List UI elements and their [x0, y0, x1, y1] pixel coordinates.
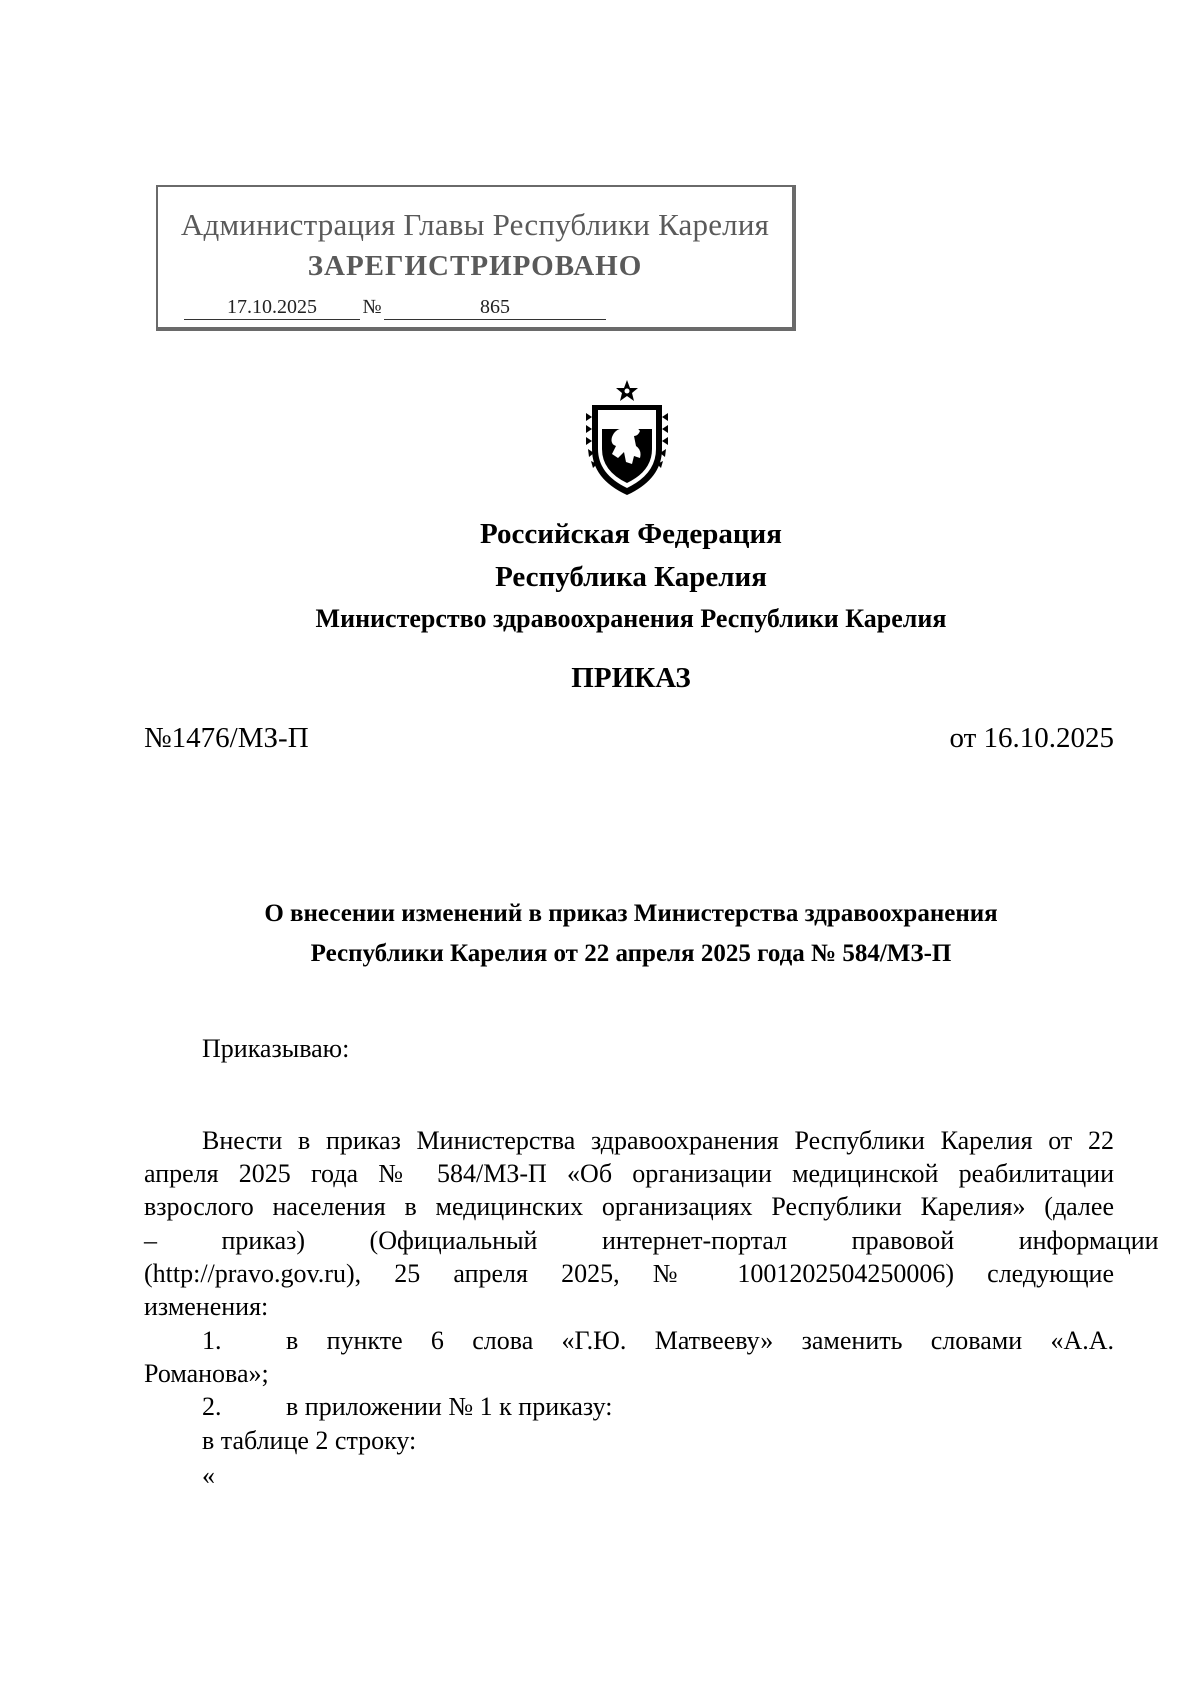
stamp-date: 17.10.2025 — [184, 295, 360, 320]
paragraph-line-3: взрослого населения в медицинских организациях Республики Карелия» (далее — [144, 1192, 1114, 1221]
stamp-number: 865 — [384, 295, 606, 320]
order-title-line-2: Республики Карелия от 22 апреля 2025 года № 584/МЗ-П — [310, 940, 952, 967]
region-heading: Республика Карелия — [495, 561, 767, 593]
item-2-number: 2. — [202, 1392, 222, 1421]
opening-quote: « — [202, 1461, 215, 1490]
paragraph-line-5: (http://pravo.gov.ru), 25 апреля 2025, № 1001202504250006) следующие — [144, 1259, 1114, 1288]
stamp-number-sign: № — [362, 296, 382, 318]
stamp-status: ЗАРЕГИСТРИРОВАНО — [307, 250, 643, 282]
prikazyvayu: Приказываю: — [202, 1034, 350, 1063]
order-title-line-1: О внесении изменений в приказ Министерства здравоохранения — [264, 900, 998, 927]
paragraph-last-line: изменения: — [144, 1292, 269, 1321]
paragraph-line-1: Внести в приказ Министерства здравоохранения Республики Карелия от 22 — [202, 1126, 1114, 1155]
paragraph-line-2: апреля 2025 года № 584/МЗ-П «Об организации медицинской реабилитации — [144, 1159, 1114, 1188]
paragraph-line-4: – приказ) (Официальный интернет-портал правовой информации — [144, 1226, 1159, 1255]
item-2-subline: в таблице 2 строку: — [202, 1426, 417, 1455]
item-1-number: 1. — [202, 1326, 222, 1355]
registration-stamp — [156, 185, 796, 331]
item-2-text: в приложении № 1 к приказу: — [286, 1392, 613, 1421]
karelia-coat-of-arms-icon — [582, 379, 672, 499]
order-number: №1476/МЗ-П — [144, 722, 309, 754]
document-type: ПРИКАЗ — [571, 662, 691, 694]
stamp-organization: Администрация Главы Республики Карелия — [180, 207, 770, 242]
ministry-heading: Министерство здравоохранения Республики Карелия — [315, 604, 947, 633]
order-date: от 16.10.2025 — [949, 722, 1114, 754]
item-1-text: в пункте 6 слова «Г.Ю. Матвееву» заменить словами «А.А. — [286, 1326, 1114, 1355]
country-heading: Российская Федерация — [480, 518, 782, 550]
item-1-continuation: Романова»; — [144, 1359, 269, 1388]
